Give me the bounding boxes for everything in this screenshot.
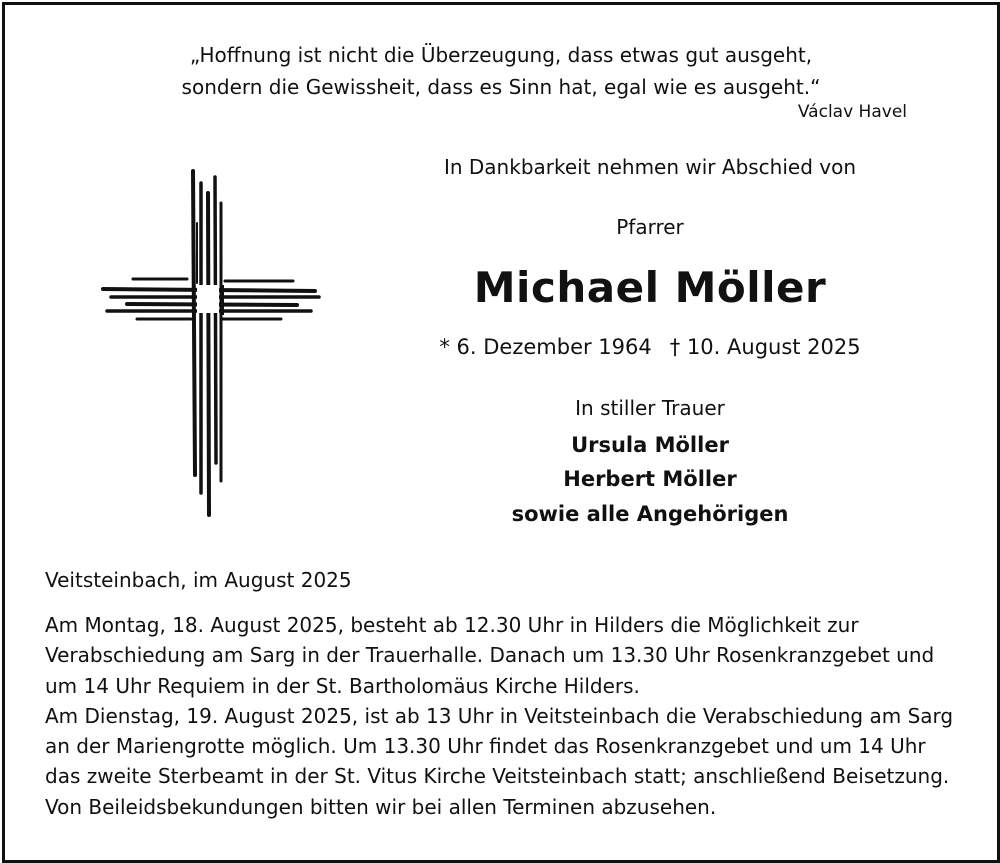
service-line: an der Mariengrotte möglich. Um 13.30 Uhr findet das Rosenkranzgebet und um 14 Uhr: [45, 734, 926, 759]
service-line: Von Beileidsbekundungen bitten wir bei allen Terminen abzusehen.: [45, 794, 717, 819]
mourner-name: Ursula Möller: [571, 433, 729, 457]
birth-date: * 6. Dezember 1964: [439, 335, 652, 359]
cross-icon: [97, 163, 327, 523]
obituary-frame: [2, 2, 1000, 863]
death-date: † 10. August 2025: [669, 335, 861, 359]
mourner-name: Herbert Möller: [563, 467, 737, 491]
service-line: um 14 Uhr Requiem in der St. Bartholomäus Kirche Hilders.: [45, 673, 640, 698]
service-line: Verabschiedung am Sarg in der Trauerhalle. Danach um 13.30 Uhr Rosenkranzgebet und: [45, 643, 935, 668]
deceased-name: Michael Möller: [473, 263, 827, 312]
deceased-title: Pfarrer: [616, 215, 684, 239]
life-dates: [400, 335, 900, 359]
quote-line-2: sondern die Gewissheit, dass es Sinn hat, egal wie es ausgeht.“: [181, 75, 821, 99]
place-date: Veitsteinbach, im August 2025: [45, 568, 352, 592]
service-line: Am Montag, 18. August 2025, besteht ab 12.30 Uhr in Hilders die Möglichkeit zur: [45, 613, 859, 637]
mourner-name: sowie alle Angehörigen: [511, 502, 789, 526]
service-details: [45, 610, 965, 822]
farewell-intro: In Dankbarkeit nehmen wir Abschied von: [443, 155, 857, 179]
quote-line-1: „Hoffnung ist nicht die Überzeugung, dass etwas gut ausgeht,: [189, 43, 813, 67]
mourning-label: In stiller Trauer: [575, 396, 725, 420]
service-line: das zweite Sterbeamt in der St. Vitus Kirche Veitsteinbach statt; anschließend Beisetzung.: [45, 764, 950, 789]
quote-author: Václav Havel: [797, 102, 907, 122]
service-line: Am Dienstag, 19. August 2025, ist ab 13 Uhr in Veitsteinbach die Verabschiedung am Sarg: [45, 703, 954, 728]
